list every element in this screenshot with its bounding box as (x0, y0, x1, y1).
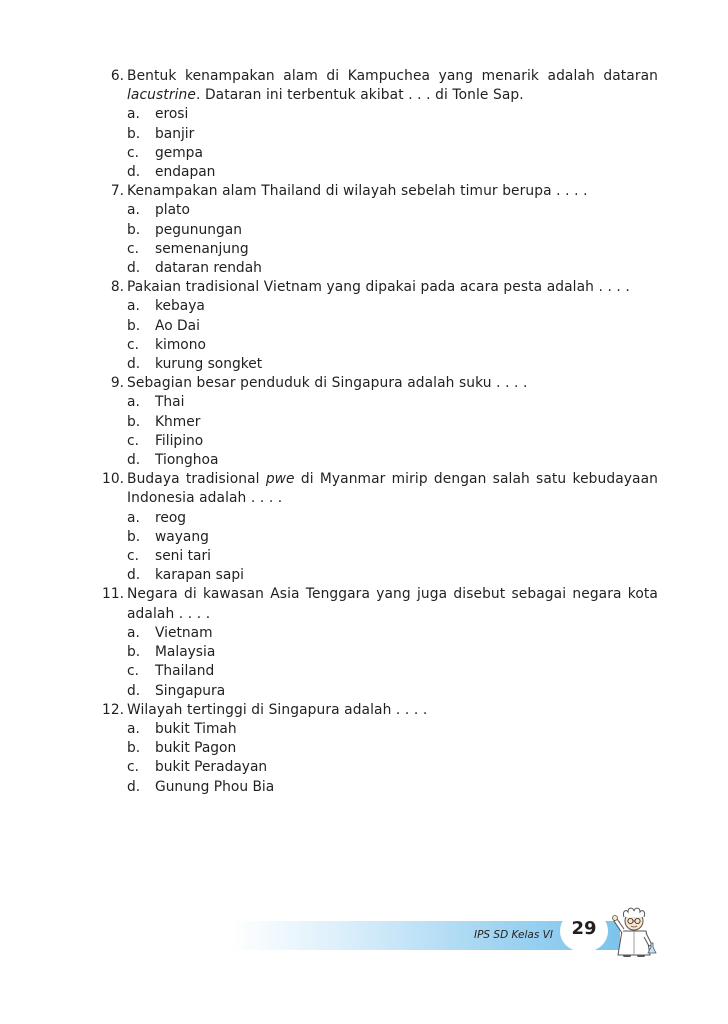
option-letter: b. (127, 644, 141, 661)
question-6 (98, 67, 658, 182)
question-number: 10. (102, 471, 124, 488)
option-c (127, 432, 658, 451)
question-number: 7. (110, 183, 124, 200)
option-list (127, 201, 658, 278)
question-number: 9. (110, 375, 124, 392)
option-a (127, 624, 658, 643)
option-letter: d. (127, 567, 141, 584)
question-text-line: Negara di kawasan Asia Tenggara yang juga disebut sebagai negara kota (127, 586, 658, 603)
option-a (127, 105, 658, 124)
option-d (127, 778, 658, 797)
question-8 (98, 278, 658, 374)
question-text-part: di Myanmar mirip dengan salah satu kebudayaan (294, 471, 658, 488)
option-letter: a. (127, 298, 140, 315)
option-list (127, 624, 658, 701)
option-b (127, 413, 658, 432)
option-text: Thailand (155, 663, 215, 680)
option-letter: b. (127, 125, 141, 142)
question-7 (98, 182, 658, 278)
option-letter: d. (127, 452, 141, 469)
option-d (127, 682, 658, 701)
option-d (127, 566, 658, 585)
question-text-line (127, 470, 658, 489)
option-text: dataran rendah (155, 260, 262, 277)
italic-term: lacustrine (127, 87, 196, 104)
option-letter: d. (127, 356, 141, 373)
option-text: reog (155, 509, 187, 526)
option-text: kimono (155, 336, 206, 353)
option-b (127, 317, 658, 336)
option-d (127, 259, 658, 278)
question-text: Pakaian tradisional Vietnam yang dipakai pada acara pesta adalah . . . . (127, 279, 630, 296)
option-c (127, 662, 658, 681)
option-text: bukit Pagon (155, 740, 237, 757)
option-b (127, 643, 658, 662)
option-text: Ao Dai (155, 317, 200, 334)
question-12 (98, 701, 658, 797)
option-a (127, 509, 658, 528)
option-text: Thai (155, 394, 185, 411)
option-letter: a. (127, 624, 140, 641)
question-text-line: adalah . . . . (127, 605, 211, 622)
option-text: banjir (155, 125, 195, 142)
option-a (127, 720, 658, 739)
option-letter: d. (127, 164, 141, 181)
option-letter: a. (127, 106, 140, 123)
question-11 (98, 585, 658, 700)
option-text: endapan (155, 164, 216, 181)
option-c (127, 240, 658, 259)
option-letter: c. (127, 336, 139, 353)
option-c (127, 144, 658, 163)
option-letter: c. (127, 144, 139, 161)
option-letter: b. (127, 221, 141, 238)
option-letter: c. (127, 663, 139, 680)
option-letter: a. (127, 394, 140, 411)
option-letter: b. (127, 317, 141, 334)
option-a (127, 393, 658, 412)
question-10 (98, 470, 658, 585)
book-title: IPS SD Kelas VI (474, 929, 553, 941)
question-text: Sebagian besar penduduk di Singapura adalah suku . . . . (127, 375, 528, 392)
option-b (127, 528, 658, 547)
option-text: pegunungan (155, 221, 242, 238)
question-list (98, 67, 658, 797)
option-letter: b. (127, 528, 141, 545)
option-b (127, 739, 658, 758)
option-c (127, 758, 658, 777)
option-text: bukit Peradayan (155, 759, 268, 776)
option-letter: d. (127, 260, 141, 277)
option-letter: c. (127, 759, 139, 776)
question-text (127, 470, 658, 508)
option-d (127, 451, 658, 470)
option-list (127, 509, 658, 586)
option-b (127, 125, 658, 144)
option-text: kebaya (155, 298, 205, 315)
option-text: semenanjung (155, 240, 249, 257)
option-list (127, 297, 658, 374)
question-number: 6. (110, 68, 124, 84)
option-text: bukit Timah (155, 720, 237, 737)
option-letter: a. (127, 509, 140, 526)
question-text (127, 585, 658, 623)
option-letter: d. (127, 778, 141, 795)
question-number: 11. (102, 586, 124, 603)
option-text: Malaysia (155, 644, 216, 661)
question-text-line: Bentuk kenampakan alam di Kampuchea yang menarik adalah dataran (127, 68, 658, 84)
option-letter: c. (127, 240, 139, 257)
option-text: karapan sapi (155, 567, 244, 584)
question-text-rest: . Dataran ini terbentuk akibat . . . di Tonle Sap. (195, 87, 524, 104)
question-number: 12. (102, 701, 124, 718)
option-letter: c. (127, 548, 139, 565)
option-list (127, 393, 658, 470)
option-letter: d. (127, 682, 141, 699)
question-text: Wilayah tertinggi di Singapura adalah . . . . (127, 701, 428, 718)
option-c (127, 547, 658, 566)
italic-term: pwe (265, 471, 295, 488)
option-d (127, 163, 658, 182)
question-number: 8. (110, 279, 124, 296)
option-text: Vietnam (155, 624, 213, 641)
option-a (127, 201, 658, 220)
option-text: Gunung Phou Bia (155, 778, 275, 795)
option-letter: c. (127, 432, 139, 449)
page-number: 29 (571, 918, 597, 939)
option-letter: a. (127, 720, 140, 737)
option-text: gempa (155, 144, 203, 161)
option-letter: b. (127, 413, 141, 430)
option-list (127, 105, 658, 182)
option-text: Singapura (155, 682, 226, 699)
question-9 (98, 374, 658, 470)
option-text: kurung songket (155, 356, 263, 373)
question-text: Kenampakan alam Thailand di wilayah sebelah timur berupa . . . . (127, 183, 588, 200)
question-text-line (127, 86, 658, 105)
question-text-line: Indonesia adalah . . . . (127, 490, 283, 507)
question-text (127, 67, 658, 105)
option-text: Khmer (155, 413, 201, 430)
option-b (127, 221, 658, 240)
option-letter: a. (127, 202, 140, 219)
option-d (127, 355, 658, 374)
option-letter: b. (127, 740, 141, 757)
professor-mascot-icon (608, 901, 660, 957)
option-text: wayang (155, 528, 209, 545)
option-list (127, 720, 658, 797)
option-c (127, 336, 658, 355)
option-text: erosi (155, 106, 189, 123)
option-text: Tionghoa (155, 452, 219, 469)
option-a (127, 297, 658, 316)
question-text-part: Budaya tradisional (127, 471, 266, 488)
option-text: Filipino (155, 432, 204, 449)
option-text: plato (155, 202, 190, 219)
option-text: seni tari (155, 548, 212, 565)
